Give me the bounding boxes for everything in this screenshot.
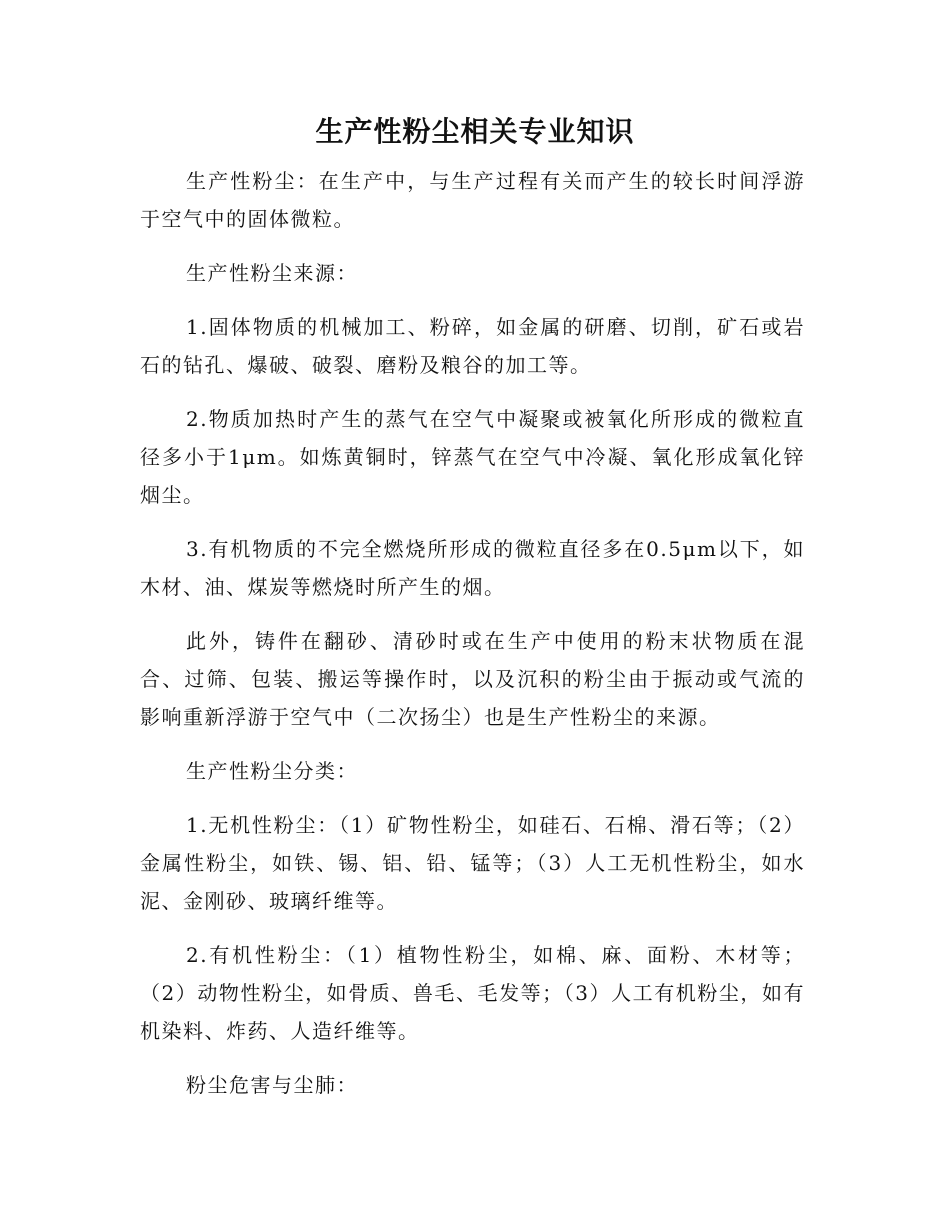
document-title: 生产性粉尘相关专业知识	[315, 115, 635, 148]
document-body	[140, 162, 805, 1120]
paragraph-source-1: 1.固体物质的机械加工、粉碎，如金属的研磨、切削，矿石或岩石的钻孔、爆破、破裂、磨粉及粮谷的加工等。	[140, 315, 805, 377]
paragraph-classification-heading: 生产性粉尘分类：	[186, 759, 358, 783]
paragraph-source-3: 3.有机物质的不完全燃烧所形成的微粒直径多在0.5μm以下，如木材、油、煤炭等燃烧时所产生的烟。	[140, 537, 805, 599]
paragraph-source-2: 2.物质加热时产生的蒸气在空气中凝聚或被氧化所形成的微粒直径多小于1μm。如炼黄铜时，锌蒸气在空气中冷凝、氧化形成氧化锌烟尘。	[140, 407, 805, 507]
paragraph-sources-heading: 生产性粉尘来源：	[186, 261, 358, 285]
paragraph-additional-sources: 此外，铸件在翻砂、清砂时或在生产中使用的粉末状物质在混合、过筛、包装、搬运等操作时，以及沉积的粉尘由于振动或气流的影响重新浮游于空气中（二次扬尘）也是生产性粉尘的来源。	[140, 629, 805, 729]
paragraph-classification-2: 2.有机性粉尘：（1）植物性粉尘，如棉、麻、面粉、木材等；（2）动物性粉尘，如骨质、兽毛、毛发等；（3）人工有机粉尘，如有机染料、炸药、人造纤维等。	[140, 943, 805, 1043]
paragraph-classification-1: 1.无机性粉尘：（1）矿物性粉尘，如硅石、石棉、滑石等；（2）金属性粉尘，如铁、锡、铝、铅、锰等；（3）人工无机性粉尘，如水泥、金刚砂、玻璃纤维等。	[140, 813, 805, 913]
paragraph-hazards-heading: 粉尘危害与尘肺：	[186, 1073, 358, 1097]
paragraph-definition: 生产性粉尘：在生产中，与生产过程有关而产生的较长时间浮游于空气中的固体微粒。	[140, 169, 805, 231]
